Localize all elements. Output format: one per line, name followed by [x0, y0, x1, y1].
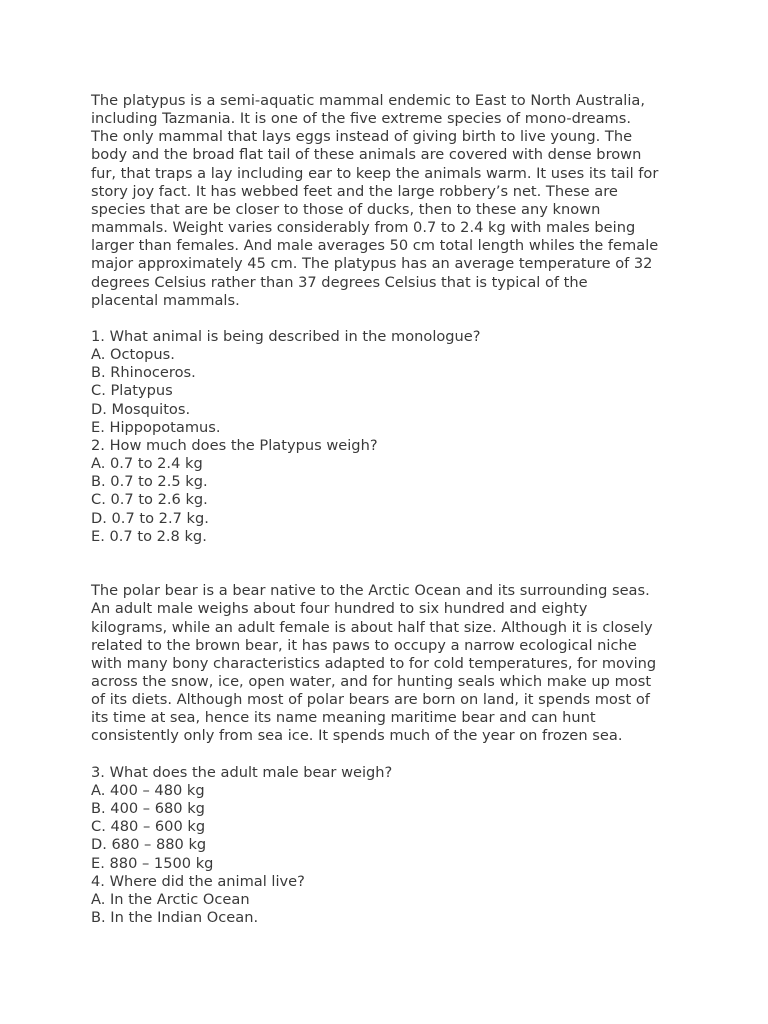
answer-option: D. 0.7 to 2.7 kg.	[91, 509, 209, 527]
passage-line: story joy fact. It has webbed feet and the large robbery’s net. These are	[91, 182, 618, 200]
question-text: 2. How much does the Platypus weigh?	[91, 436, 378, 454]
question-text: 1. What animal is being described in the monologue?	[91, 328, 481, 346]
answer-option: A. 0.7 to 2.4 kg	[91, 455, 203, 473]
question-text: 3. What does the adult male bear weigh?	[91, 763, 393, 781]
answer-option: D. Mosquitos.	[91, 400, 191, 418]
passage-line: including Tazmania. It is one of the five extreme species of mono-dreams.	[91, 110, 631, 128]
answer-option: E. Hippopotamus.	[91, 418, 221, 436]
answer-option: C. Platypus	[91, 382, 173, 400]
passage-polar-bear	[91, 582, 691, 745]
question-block-2	[91, 437, 691, 546]
passage-line: major approximately 45 cm. The platypus has an average temperature of 32	[91, 255, 653, 273]
passage-line: kilograms, while an adult female is about half that size. Although it is closely	[91, 618, 653, 636]
passage-line: larger than females. And male averages 50 cm total length whiles the female	[91, 237, 659, 255]
answer-option: E. 0.7 to 2.8 kg.	[91, 527, 207, 545]
answer-option: E. 880 – 1500 kg	[91, 854, 214, 872]
answer-option: B. Rhinoceros.	[91, 364, 196, 382]
passage-line: mammals. Weight varies considerably from 0.7 to 2.4 kg with males being	[91, 219, 636, 237]
passage-platypus	[91, 92, 691, 310]
answer-option: B. 400 – 680 kg	[91, 800, 205, 818]
passage-line: body and the broad flat tail of these animals are covered with dense brown	[91, 146, 642, 164]
passage-line: An adult male weighs about four hundred to six hundred and eighty	[91, 600, 588, 618]
question-block-4	[91, 873, 691, 927]
passage-line: across the snow, ice, open water, and for hunting seals which make up most	[91, 672, 652, 690]
question-block-1	[91, 328, 691, 437]
answer-option: C. 0.7 to 2.6 kg.	[91, 491, 208, 509]
answer-option: A. In the Arctic Ocean	[91, 890, 250, 908]
passage-line: The only mammal that lays eggs instead of giving birth to live young. The	[91, 128, 633, 146]
answer-option: C. 480 – 600 kg	[91, 818, 206, 836]
answer-option: D. 680 – 880 kg	[91, 836, 207, 854]
document-page	[91, 92, 691, 927]
passage-line: degrees Celsius rather than 37 degrees Celsius that is typical of the	[91, 273, 588, 291]
passage-line: placental mammals.	[91, 291, 240, 309]
answer-option: A. Octopus.	[91, 346, 175, 364]
passage-line: its time at sea, hence its name meaning maritime bear and can hunt	[91, 709, 596, 727]
answer-option: B. 0.7 to 2.5 kg.	[91, 473, 208, 491]
passage-line: The polar bear is a bear native to the Arctic Ocean and its surrounding seas.	[91, 582, 650, 600]
passage-line: consistently only from sea ice. It spends much of the year on frozen sea.	[91, 727, 623, 745]
passage-line: The platypus is a semi-aquatic mammal endemic to East to North Australia,	[91, 92, 645, 109]
passage-line: with many bony characteristics adapted to for cold temperatures, for moving	[91, 654, 657, 672]
passage-line: species that are be closer to those of ducks, then to these any known	[91, 200, 601, 218]
answer-option: A. 400 – 480 kg	[91, 781, 205, 799]
passage-line: fur, that traps a lay including ear to keep the animals warm. It uses its tail for	[91, 164, 659, 182]
question-block-3	[91, 764, 691, 873]
answer-option: B. In the Indian Ocean.	[91, 908, 259, 926]
question-text: 4. Where did the animal live?	[91, 872, 305, 890]
passage-line: related to the brown bear, it has paws to occupy a narrow ecological niche	[91, 636, 637, 654]
passage-line: of its diets. Although most of polar bears are born on land, it spends most of	[91, 691, 650, 709]
